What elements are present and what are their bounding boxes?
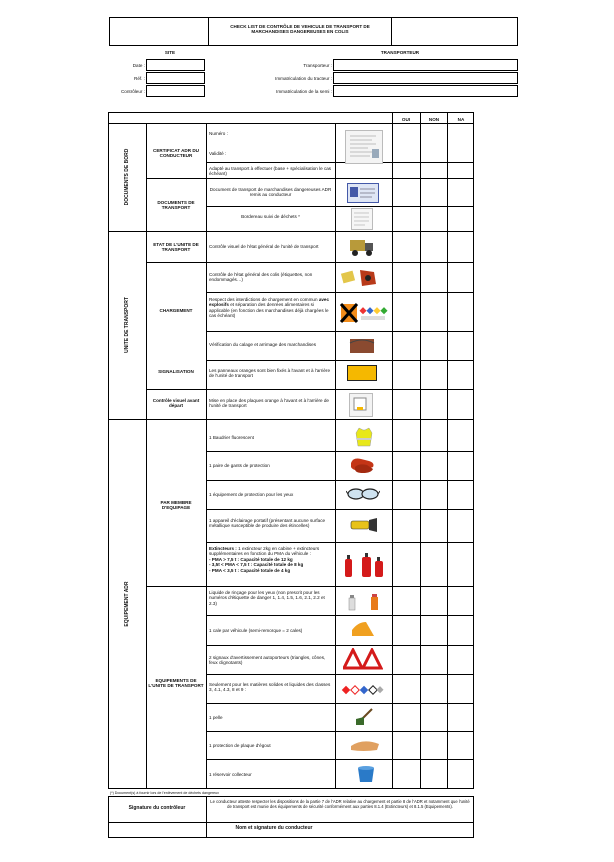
row-line: [206, 703, 474, 704]
load-securing-icon: [348, 335, 376, 355]
safety-vest-icon: [355, 427, 373, 447]
section-unite: UNITE DE TRANSPORT: [124, 297, 130, 353]
item-panneaux: Les panneaux oranges sont bien fixés à l'avant et à l'arrière de l'unité de transport: [209, 368, 331, 379]
item-cale: 1 cale par véhicule (semi-remorque = 2 cales): [209, 628, 303, 633]
item-etat-general: Contrôle visuel de l'état général de l'unité de transport: [209, 244, 319, 249]
category-signalisation: SIGNALISATION: [158, 369, 194, 374]
truck-icon: [349, 237, 375, 257]
date-label: Date :: [132, 63, 145, 68]
row-line: [206, 292, 474, 293]
signature-controleur-label: Signature du contrôleur: [128, 805, 186, 811]
col-na: NA: [457, 117, 465, 122]
category-membre: PAR MEMBRE D'EQUIPAGE: [160, 500, 192, 511]
category-unite-equip: EQUIPEMENTS DE L'UNITE DE TRANSPORT: [148, 678, 204, 689]
waste-form-icon: [351, 208, 373, 230]
item-pelle: 1 pelle: [209, 715, 223, 720]
packages-icon: [340, 266, 380, 288]
unit-cat-line-1: [146, 262, 206, 263]
col-oui: OUI: [401, 117, 411, 122]
flashlight-icon: [349, 516, 379, 534]
conducteur-signature-field[interactable]: [340, 822, 474, 838]
item-rincage: Liquide de rinçage pour les yeux (non prescrit pour les numéros d'étiquette de danger 1, 1.4, 1.5, 1.6, 2.1, 2.2 et 2.3): [209, 590, 325, 606]
item-protection: 1 protection de plaque d'égout: [209, 743, 271, 748]
immat-tracteur-label: Immatriculation du tracteur :: [275, 76, 332, 81]
hazard-labels-icon: [339, 302, 389, 326]
row-line: [206, 331, 474, 332]
header-divider-right: [391, 17, 392, 46]
item-classes: Seulement pour les matières solides et liquides des classes 3, 4.1, 4.3, 8 et 9 :: [209, 682, 331, 693]
site-label: SITE: [164, 50, 176, 55]
ref-field[interactable]: [146, 72, 205, 84]
page-title: CHECK LIST DE CONTRÔLE DE VEHICULE DE TRANSPORT DE MARCHANDISES DANGEREUSES EN COLIS: [230, 24, 370, 35]
orange-plate-icon: [347, 365, 377, 381]
row-line: [206, 480, 474, 481]
certificate-document-icon: [345, 130, 383, 164]
row-line: [206, 731, 474, 732]
item-reservoir: 1 réservoir collecteur: [209, 772, 252, 777]
section-separator-1: [108, 231, 474, 232]
row-line: [206, 389, 474, 390]
section-documents: DOCUMENTS DE BORD: [124, 148, 130, 206]
transporteur-field-label: Transporteur :: [303, 63, 332, 68]
category-controle-depart: Contrôle visuel avant départ: [152, 398, 200, 409]
controleur-signature-field[interactable]: [108, 822, 206, 838]
nom-conducteur-label: Nom et signature du conducteur: [235, 825, 313, 831]
row-line: [206, 674, 474, 675]
category-certificat: CERTIFICAT ADR DU CONDUCTEUR: [153, 148, 199, 159]
item-calage: Vérification du calage et arrimage des marchandises: [209, 342, 316, 347]
fire-extinguisher-icon: [342, 551, 386, 579]
conducteur-attestation: Le conducteur atteste respecter les dispositions de la partie 7 de l'ADR relative au chargement et partie 8 de l'ADR et notamment que l'unité de transport est munie des équipements de sécurité conformément aux parties 8.1.4 (Extincteurs) et 8.1.5 (Equipements).: [210, 799, 470, 809]
row-line: [206, 759, 474, 760]
unit-cat-line-2: [146, 389, 206, 390]
item-plaques: Mise en place des plaques orange à l'avant et à l'arrière de l'unité de transport: [209, 398, 329, 409]
item-baudrier: 1 Baudrier fluorescent: [209, 435, 254, 440]
item-respect: Respect des interdictions de chargement en commun avec explosifs et séparation des denrées alimentaires si applicable (en fonction des marchandises déjà chargées le cas échéant): [209, 297, 330, 319]
section-equipement: EQUIPEMENT ADR: [124, 581, 130, 627]
immat-tracteur-field[interactable]: [333, 72, 518, 84]
item-signaux: 2 signaux d'avertissement autoporteurs (triangles, cônes, feux clignotants): [209, 655, 326, 666]
category-etat: ETAT DE L'UNITE DE TRANSPORT: [153, 242, 199, 253]
item-yeux: 1 équipement de protection pour les yeux: [209, 492, 294, 497]
row-line: [206, 451, 474, 452]
category-documents-transport: DOCUMENTS DE TRANSPORT: [157, 200, 195, 211]
item-lampe: 1 appareil d'éclairage portatif (présentant aucune surface métallique susceptible de produire des étincelles): [209, 518, 326, 529]
controleur-field[interactable]: [146, 85, 205, 97]
item-etat-colis: Contrôle de l'état général des colis (étiquettes, non endommagés…): [209, 272, 313, 283]
row-line: [206, 178, 474, 179]
equip-cat-line: [146, 586, 206, 587]
collector-bucket-icon: [356, 764, 376, 784]
item-bordereau: Bordereau suivi de déchets *: [241, 214, 300, 219]
date-field[interactable]: [146, 59, 205, 71]
item-adapte: Adapté au transport à effectuer (base + spécialisation le cas échéant): [209, 166, 332, 177]
item-doc-transport: Document de transport de marchandises dangereuses ADR remis au conducteur: [209, 187, 332, 198]
adr-card-icon: [347, 183, 379, 203]
ref-label: Réf. :: [134, 76, 145, 81]
shovel-icon: [352, 707, 376, 727]
item-gants: 1 paire de gants de protection: [209, 463, 270, 468]
col-non: NON: [428, 117, 440, 122]
item-extincteurs: Extincteurs : 1 extincteur 2kg en cabine + extincteurs supplémentaires en fonction du PMA du véhicule : - PMA > 7,5 t : Capacité totale de 12 kg - 3,5t < PMA < 7,5 t : Capacité totale de 8 kg - PMA < 3,5 t : Capacité totale de 4 kg: [209, 546, 320, 573]
section-separator-2: [108, 419, 474, 420]
eyewash-icon: [345, 592, 385, 612]
transporteur-label: TRANSPORTEUR: [380, 50, 420, 55]
item-numero: Numéro :: [209, 131, 228, 136]
truck-rear-icon: [349, 393, 373, 417]
row-line: [206, 542, 474, 543]
immat-semi-label: Immatriculation de la semi :: [276, 89, 332, 94]
doc-cat-line: [146, 178, 206, 179]
row-line: [206, 509, 474, 510]
row-line: [206, 206, 474, 207]
footer-divider: [206, 796, 207, 838]
safety-glasses-icon: [346, 486, 380, 502]
col-line-icon: [335, 123, 336, 789]
class-labels-icon: [340, 683, 384, 695]
footnote: (*) Document(s) à fournir lors de l'enlèvement de déchets dangereux: [110, 791, 219, 795]
row-line: [206, 645, 474, 646]
gloves-icon: [349, 455, 377, 475]
row-line: [206, 262, 474, 263]
col-line-category: [206, 123, 207, 789]
item-validite: Validité :: [209, 151, 227, 156]
col-line-section: [146, 123, 147, 789]
category-chargement: CHARGEMENT: [159, 308, 193, 313]
controleur-label: Contrôleur :: [120, 89, 145, 94]
drain-cover-icon: [349, 736, 381, 754]
row-line: [206, 586, 474, 587]
transporteur-field[interactable]: [333, 59, 518, 71]
warning-triangles-icon: [343, 648, 383, 670]
immat-semi-field[interactable]: [333, 85, 518, 97]
row-line: [206, 615, 474, 616]
row-line: [206, 360, 474, 361]
wheel-chock-icon: [350, 620, 376, 638]
header-divider-left: [208, 17, 209, 46]
row-line: [392, 162, 474, 163]
